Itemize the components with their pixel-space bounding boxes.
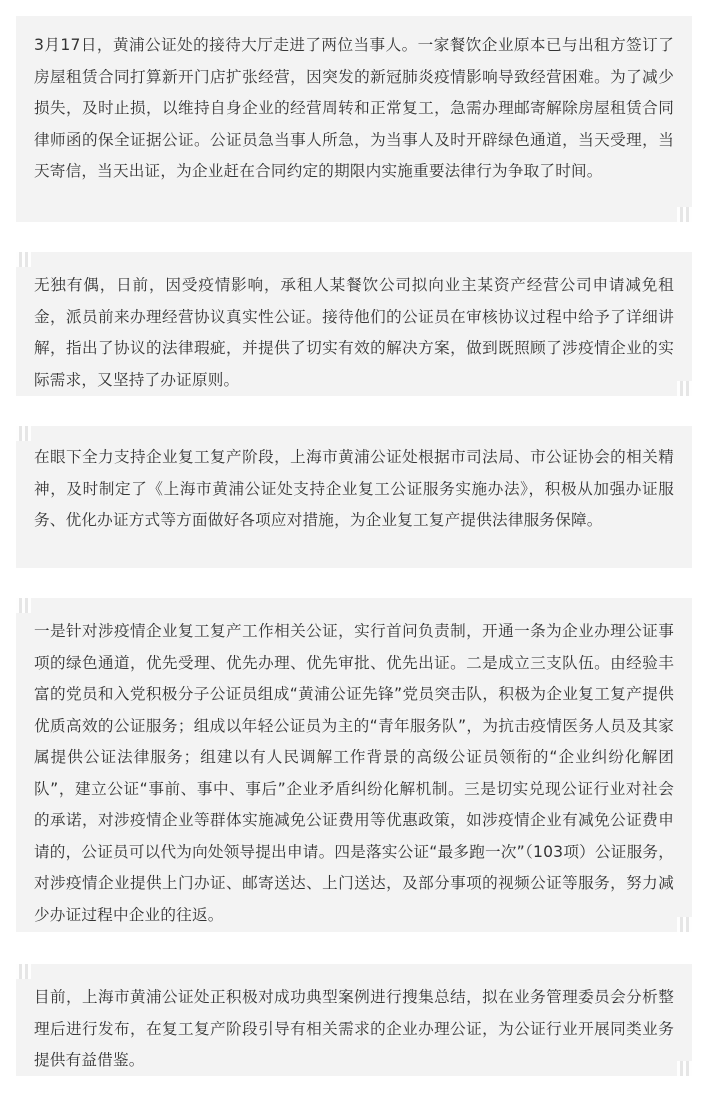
corner-decoration <box>16 252 31 267</box>
paragraph-card-2 <box>16 252 692 396</box>
paragraph-text: 一是针对涉疫情企业复工复产工作相关公证，实行首问负责制，开通一条为企业办理公证事项的绿色通道，优先受理、优先办理、优先审批、优先出证。二是成立三支队伍。由经验丰富的党员和入党积极分子公证员组成“黄浦公证先锋”党员突击队，积极为企业复工复产提供优质高效的公证服务；组成以年轻公证员为主的“青年服务队”，为抗击疫情医务人员及其家属提供公证法律服务；组建以有人民调解工作背景的高级公证员领衔的“企业纠纷化解团队”，建立公证“事前、事中、事后”企业矛盾纠纷化解机制。三是切实兑现公证行业对社会的承诺，对涉疫情企业等群体实施减免公证费用等优惠政策，如涉疫情企业有减免公证费申请的，公证员可以代为向处领导提出申请。四是落实公证“最多跑一次”（103项）公证服务，对涉疫情企业提供上门办证、邮寄送达、上门送达，及部分事项的视频公证等服务，努力减少办证过程中企业的往返。 <box>34 622 674 924</box>
paragraph-text: 在眼下全力支持企业复工复产阶段，上海市黄浦公证处根据市司法局、市公证协会的相关精神，及时制定了《上海市黄浦公证处支持企业复工公证服务实施办法》，积极从加强办证服务、优化办证方式等方面做好各项应对措施，为企业复工复产提供法律服务保障。 <box>34 448 674 529</box>
paragraph-text: 目前，上海市黄浦公证处正积极对成功典型案例进行搜集总结，拟在业务管理委员会分析整理后进行发布，在复工复产阶段引导有相关需求的企业办理公证，为公证行业开展同类业务提供有益借鉴。 <box>34 988 674 1069</box>
corner-decoration <box>16 426 31 441</box>
corner-decoration <box>677 381 692 396</box>
paragraph-card-5 <box>16 964 692 1076</box>
corner-decoration <box>677 1061 692 1076</box>
paragraph-card-3 <box>16 426 692 568</box>
paragraph-text: 3月17日，黄浦公证处的接待大厅走进了两位当事人。一家餐饮企业原本已与出租方签订了房屋租赁合同打算新开门店扩张经营，因突发的新冠肺炎疫情影响导致经营困难。为了减少损失，及时止损，以维持自身企业的经营周转和正常复工，急需办理邮寄解除房屋租赁合同律师函的保全证据公证。公证员急当事人所急，为当事人及时开辟绿色通道，当天受理，当天寄信，当天出证，为企业赶在合同约定的期限内实施重要法律行为争取了时间。 <box>34 36 674 180</box>
corner-decoration <box>16 964 31 979</box>
paragraph-card-1 <box>16 16 692 222</box>
paragraph-card-4 <box>16 598 692 932</box>
paragraph-text: 无独有偶，日前，因受疫情影响，承租人某餐饮公司拟向业主某资产经营公司申请减免租金，派员前来办理经营协议真实性公证。接待他们的公证员在审核协议过程中给予了详细讲解，指出了协议的法律瑕疵，并提供了切实有效的解决方案，做到既照顾了涉疫情企业的实际需求，又坚持了办证原则。 <box>34 276 674 389</box>
corner-decoration <box>16 598 31 613</box>
corner-decoration <box>677 917 692 932</box>
corner-decoration <box>677 207 692 222</box>
